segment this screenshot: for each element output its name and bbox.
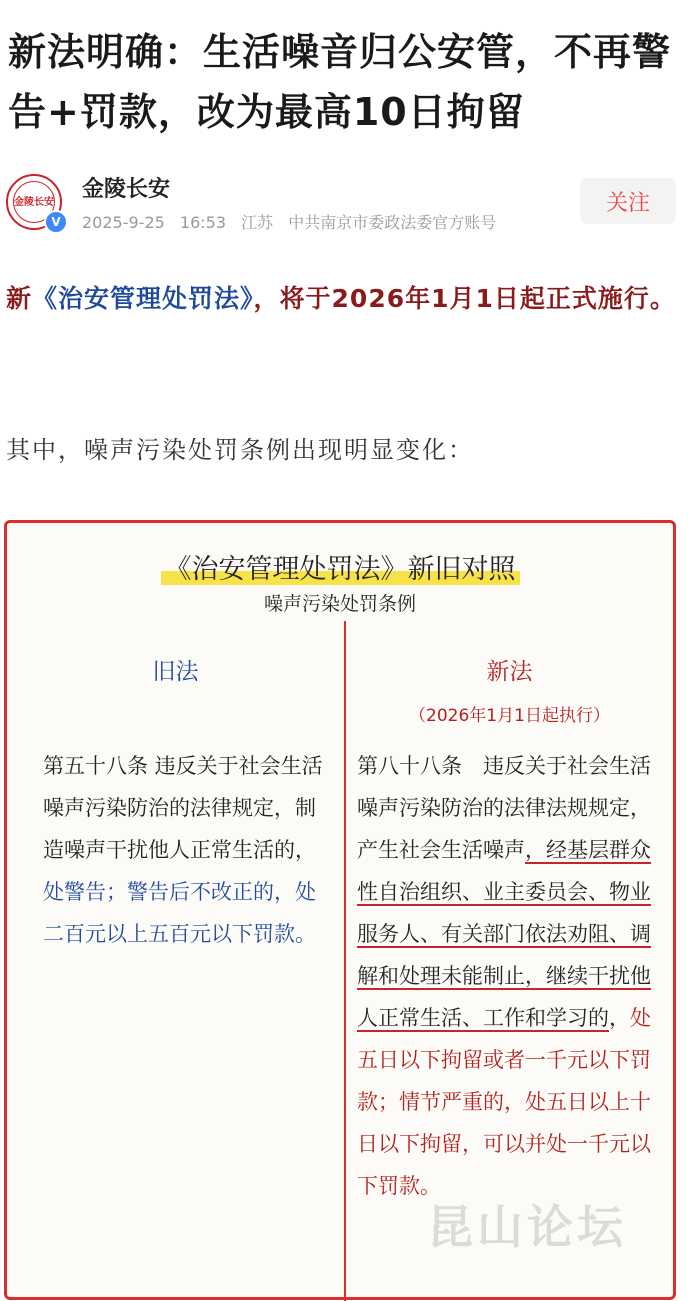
- intro-prefix: 新: [6, 284, 33, 313]
- comparison-title: 《治安管理处罚法》新旧对照: [7, 547, 673, 586]
- watermark: 昆山论坛: [427, 1200, 627, 1254]
- post-date: 2025-9-25: [82, 213, 165, 232]
- author-meta: [82, 210, 506, 233]
- author-name[interactable]: 金陵长安: [82, 177, 171, 202]
- intro-suffix: ，将于2026年1月1日起正式施行。: [253, 284, 676, 313]
- old-law-penalty: 处警告；警告后不改正的，处二百元以上五百元以下罚款。: [43, 880, 316, 946]
- law-name-link[interactable]: 《治安管理处罚法》: [32, 284, 254, 313]
- new-law-header: 新法: [486, 659, 533, 685]
- post-location: 江苏: [241, 213, 274, 232]
- new-law-penalty: 处五日以下拘留或者一千元以下罚款；情节严重的，处五日以上十日以下拘留，可以并处一千元以下罚款。: [357, 1006, 651, 1198]
- follow-button[interactable]: 关注: [580, 178, 676, 224]
- paragraph-change: 其中，噪声污染处罚条例出现明显变化：: [6, 436, 474, 464]
- new-law-condition: ，经基层群众性自治组织、业主委员会、物业服务人、有关部门依法劝阻、调解和处理未能制止，继续干扰他人正常生活、工作和学习的: [357, 838, 651, 1030]
- new-law-text: 第八十八条 违反关于社会生活噪声污染防治的法律法规规定，产生社会生活噪声，经基层群众性自治组织、业主委员会、物业服务人、有关部门依法劝阻、调解和处理未能制止，继续干扰他人正常生活、工作和学习的，处五日以下拘留或者一千元以下罚款；情节严重的，处五日以上十日以下拘留，可以并处一千元以下罚款。: [357, 754, 651, 1198]
- old-law-text: 第五十八条 违反关于社会生活噪声污染防治的法律规定，制造噪声干扰他人正常生活的，处警告；警告后不改正的，处二百元以上五百元以下罚款。: [43, 754, 323, 946]
- author-description: 中共南京市委政法委官方账号: [288, 213, 497, 232]
- old-law-header: 旧法: [152, 659, 199, 685]
- new-law-effective-date: （2026年1月1日起执行）: [409, 706, 610, 726]
- verified-badge-icon: V: [44, 210, 68, 234]
- article-title: 新法明确：生活噪音归公安管，不再警告+罚款，改为最高10日拘留: [8, 30, 672, 134]
- post-time: 16:53: [179, 213, 227, 232]
- paragraph-intro: [6, 272, 686, 326]
- avatar-seal-icon: 金陵长安: [13, 181, 55, 223]
- comparison-image[interactable]: [4, 520, 676, 1300]
- comparison-subtitle: 噪声污染处罚条例: [263, 593, 416, 615]
- author-row: [0, 170, 694, 240]
